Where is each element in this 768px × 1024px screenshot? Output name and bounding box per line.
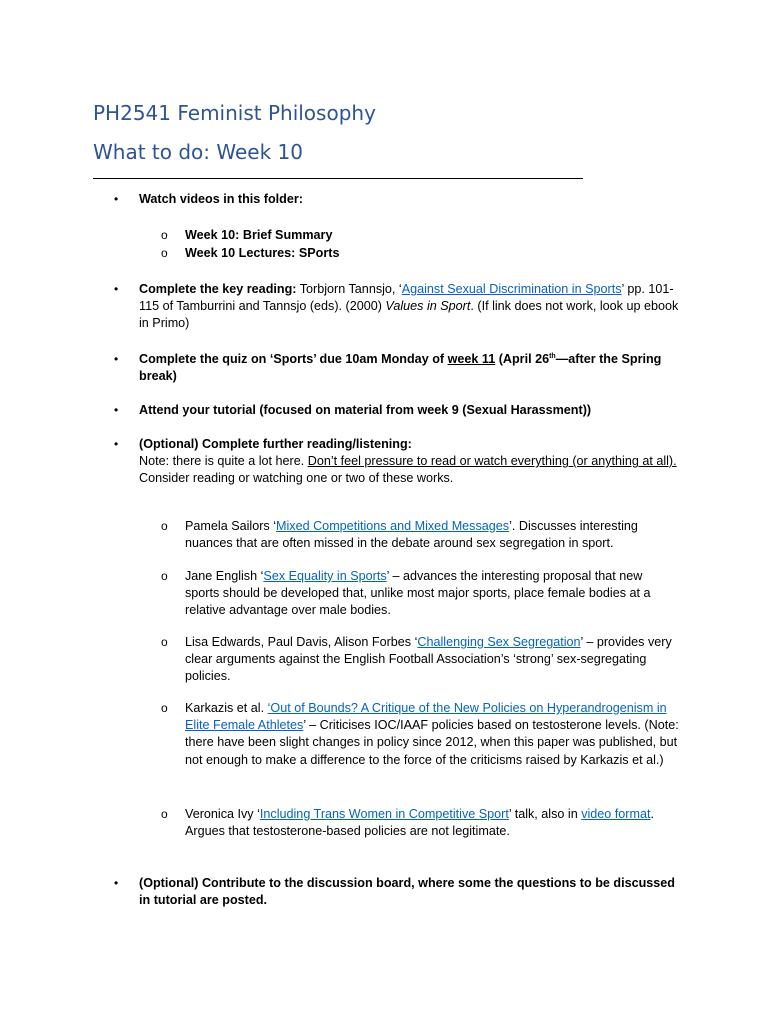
reading-description: ’ – provides very clear arguments against the English Football Association’s ‘strong’ sex-segregating policies. (185, 635, 672, 684)
quiz-date: (April 26 (495, 352, 550, 366)
reading-description: ’ – Criticises IOC/IAAF policies based on testosterone levels. (Note: there have been slight changes in policy since 2012, when this paper was published, but not enough to make a difference to the force of the criticisms raised by Karkazis et al.) (185, 718, 679, 767)
sub-bullet-icon: o (161, 519, 168, 533)
reading-author: Lisa Edwards, Paul Davis, Alison Forbes ‘ (185, 635, 418, 649)
week-title: What to do: Week 10 (93, 140, 303, 164)
reading-author: Veronica Ivy ‘ (185, 807, 260, 821)
reading-description: . Argues that testosterone-based policies are not legitimate. (185, 807, 654, 839)
key-reading-note: . (If link does not work, look up ebook in Primo) (139, 299, 679, 331)
video-item: Week 10: Brief Summary (185, 228, 333, 242)
reading-author: Karkazis et al. (185, 701, 268, 715)
task-watch-videos: Watch videos in this folder: (139, 192, 303, 206)
quiz-week: week 11 (447, 352, 496, 366)
video-item: Week 10 Lectures: SPorts (185, 246, 340, 260)
bullet-icon: • (114, 352, 119, 366)
reading-item (185, 700, 680, 769)
reading-link[interactable]: Sex Equality in Sports (263, 569, 387, 583)
bullet-icon: • (114, 437, 119, 451)
reading-description: ’. Discusses interesting nuances that are often missed in the debate around sex segregation in sport. (185, 519, 638, 551)
key-reading-author: Torbjorn Tannsjo, ‘ (296, 282, 402, 296)
reading-item (185, 568, 680, 620)
key-reading-label: Complete the key reading: (139, 282, 297, 296)
task-quiz (139, 351, 679, 385)
sub-bullet-icon: o (161, 228, 168, 242)
task-key-reading (139, 281, 679, 333)
reading-link[interactable]: Including Trans Women in Competitive Sport (259, 807, 509, 821)
bullet-icon: • (114, 876, 119, 890)
reading-item (185, 634, 680, 686)
sub-bullet-icon: o (161, 569, 168, 583)
sub-bullet-icon: o (161, 635, 168, 649)
reading-connector: ’ talk, also in (508, 807, 582, 821)
task-optional-reading (139, 436, 679, 488)
sub-bullet-icon: o (161, 701, 168, 715)
sub-bullet-icon: o (161, 807, 168, 821)
bullet-icon: • (114, 403, 119, 417)
optional-reading-label: (Optional) Complete further reading/listening: (139, 437, 412, 451)
quiz-text: Complete the quiz on ‘Sports’ due 10am Monday of (139, 352, 448, 366)
bullet-icon: • (114, 192, 119, 206)
task-discussion-board: (Optional) Contribute to the discussion board, where some the questions to be discussed in tutorial are posted. (139, 876, 675, 908)
key-reading-link[interactable]: Against Sexual Discrimination in Sports (401, 282, 622, 296)
reading-author: Pamela Sailors ‘ (185, 519, 276, 533)
reading-item (185, 518, 680, 552)
reading-link[interactable]: ‘Out of Bounds? A Critique of the New Policies on Hyperandrogenism in Elite Female Athletes (185, 701, 667, 733)
video-format-link[interactable]: video format (581, 807, 651, 821)
course-title: PH2541 Feminist Philosophy (93, 101, 376, 125)
reading-item (185, 806, 680, 840)
quiz-date-suffix: th (549, 352, 556, 360)
sub-bullet-icon: o (161, 246, 168, 260)
optional-reading-no-pressure: Don’t feel pressure to read or watch everything (or anything at all). (307, 454, 677, 469)
reading-link[interactable]: Mixed Competitions and Mixed Messages (276, 519, 510, 533)
key-reading-book: Values in Sport (385, 299, 471, 314)
reading-author: Jane English ‘ (185, 569, 264, 583)
title-divider (93, 178, 583, 179)
optional-reading-suggestion: Consider reading or watching one or two of these works. (139, 471, 454, 486)
quiz-break: —after the Spring break) (139, 352, 662, 384)
optional-reading-note: Note: there is quite a lot here. (139, 454, 308, 469)
reading-link[interactable]: Challenging Sex Segregation (417, 635, 581, 649)
key-reading-pages: ’ pp. 101-115 of Tamburrini and Tannsjo (eds). (2000) (139, 282, 674, 314)
task-tutorial: Attend your tutorial (focused on material from week 9 (Sexual Harassment)) (139, 403, 592, 417)
reading-description: ’ – advances the interesting proposal that new sports should be developed that, unlike most major sports, place female bodies at a relative advantage over male bodies. (185, 569, 651, 618)
bullet-icon: • (114, 282, 119, 296)
